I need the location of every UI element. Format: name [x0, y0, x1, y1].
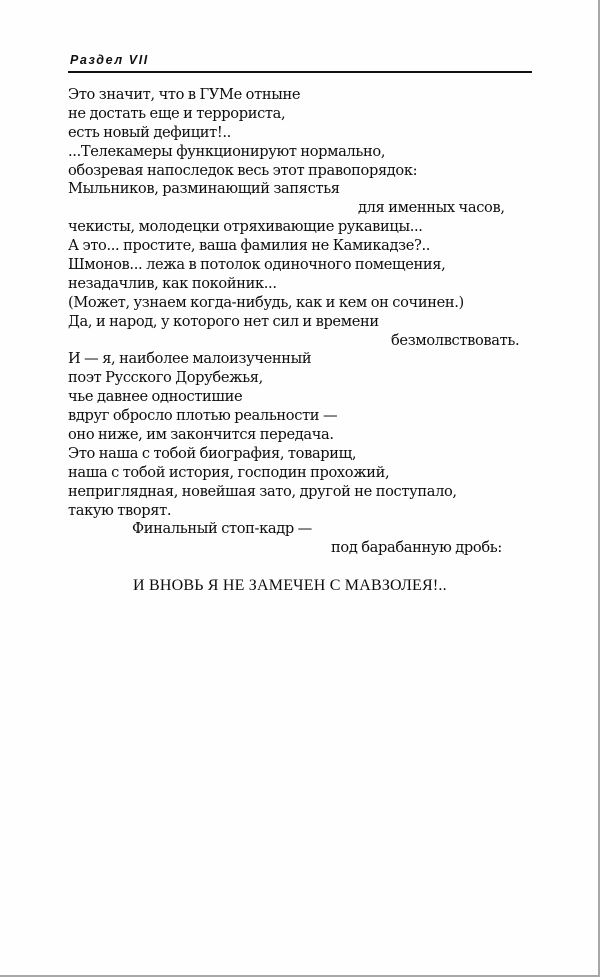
poem-line: Шмонов... лежа в потолок одиночного помещения, — [68, 256, 446, 274]
poem-line: не достать еще и террориста, — [68, 104, 286, 122]
header-rule — [68, 71, 532, 73]
final-line: И ВНОВЬ Я НЕ ЗАМЕЧЕН С МАВЗОЛЕЯ!.. — [133, 577, 447, 594]
poem-line: (Может, узнаем когда-нибудь, как и кем он сочинен.) — [68, 293, 464, 311]
poem-line: такую творят. — [68, 501, 172, 519]
poem-line: неприглядная, новейшая зато, другой не поступало, — [68, 482, 457, 500]
poem-line: оно ниже, им закончится передача. — [68, 426, 334, 444]
running-head: Раздел VII — [70, 53, 149, 67]
poem-line: наша с тобой история, господин прохожий, — [68, 463, 390, 481]
poem-line: поэт Русского Дорубежья, — [68, 369, 263, 387]
poem-line: Это наша с тобой биография, товарищ, — [68, 444, 357, 462]
poem-line: обозревая напоследок весь этот правопорядок: — [68, 161, 418, 179]
poem-line-indented: Финальный стоп-кадр — — [132, 520, 312, 538]
poem-line: чекисты, молодецки отряхивающие рукавицы... — [68, 218, 423, 236]
poem-line: незадачлив, как покойник... — [68, 274, 277, 292]
poem-line: вдруг обросло плотью реальности — — [68, 407, 338, 425]
poem-line-stepped: безмолвствовать. — [391, 331, 520, 349]
poem-line: А это... простите, ваша фамилия не Камикадзе?.. — [68, 237, 431, 255]
poem-body — [68, 86, 532, 558]
poem-line-stepped: под барабанную дробь: — [331, 539, 502, 557]
poem-line: И — я, наиболее малоизученный — [68, 350, 312, 368]
poem-line: Да, и народ, у которого нет сил и времени — [68, 312, 379, 330]
poem-line: есть новый дефицит!.. — [68, 123, 231, 141]
poem-line: Это значит, что в ГУМе отныне — [68, 86, 301, 103]
poem-line: чье давнее одностишие — [68, 388, 243, 406]
poem-line-stepped: для именных часов, — [358, 199, 505, 217]
poem-line: ...Телекамеры функционируют нормально, — [68, 142, 386, 160]
poem-line: Мыльников, разминающий запястья — [68, 180, 340, 198]
